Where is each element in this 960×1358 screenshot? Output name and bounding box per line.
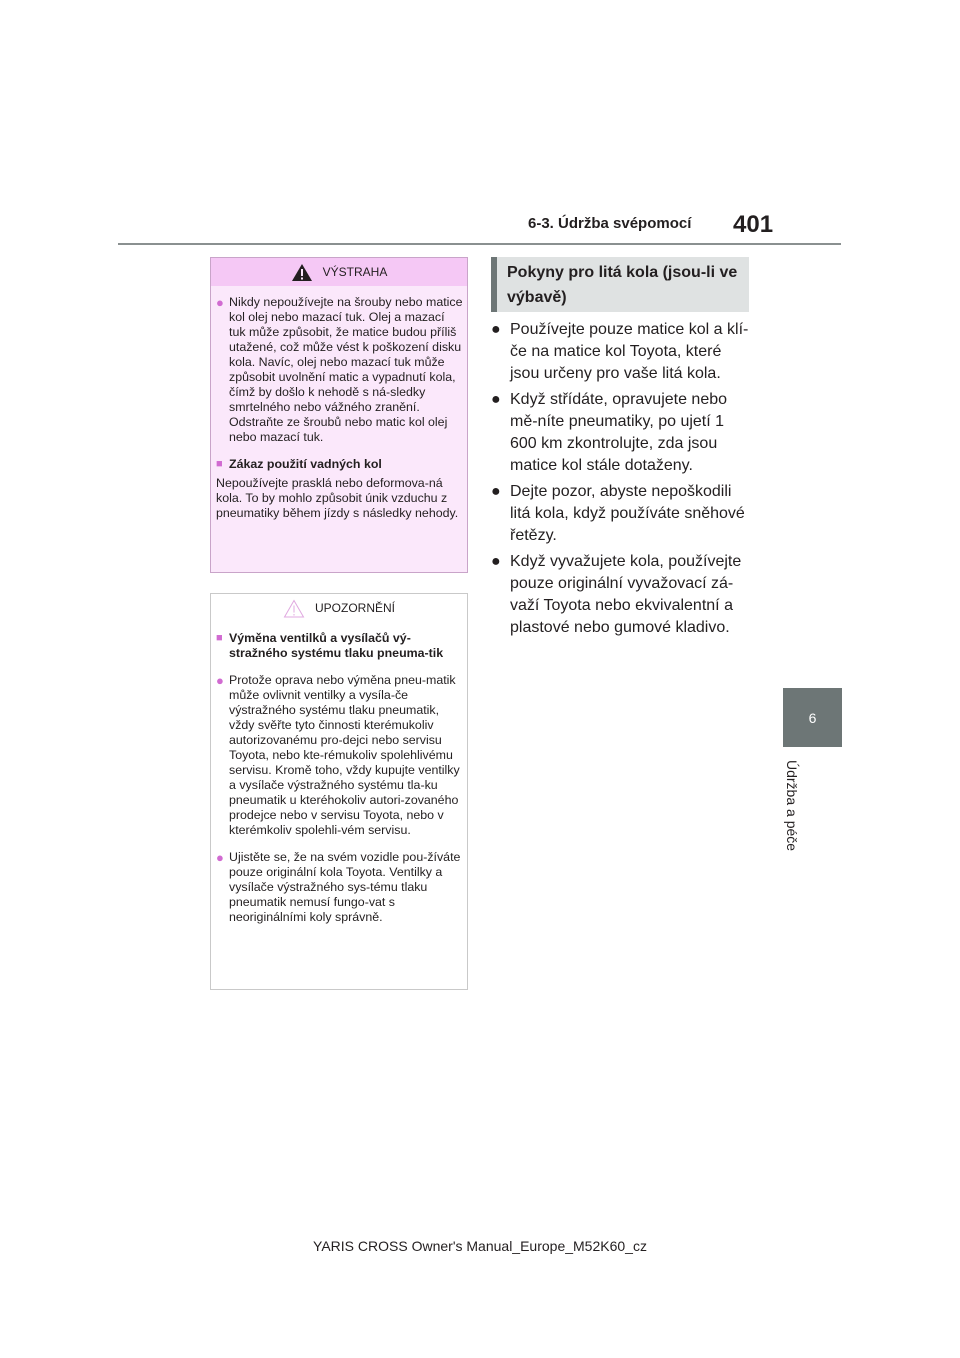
- square-bullet-icon: ■: [216, 458, 223, 470]
- warning-subheading: [216, 457, 463, 472]
- page-number: 401: [733, 211, 774, 238]
- caution-triangle-icon: [283, 599, 305, 618]
- warning-header: [211, 258, 467, 286]
- square-bullet-icon: ■: [216, 632, 223, 644]
- warning-box: [210, 257, 468, 573]
- caution-header: [211, 594, 467, 622]
- alloy-wheels-list: [491, 319, 751, 643]
- caution-subheading: [216, 631, 463, 661]
- bullet-dot-icon: ●: [491, 391, 501, 408]
- chapter-tab: [783, 688, 842, 747]
- list-item: [491, 481, 751, 547]
- list-item-text: Používejte pouze matice kol a klí-če na matice kol Toyota, které jsou určeny pro vaše litá kola.: [510, 321, 749, 382]
- alloy-wheels-heading: Pokyny pro litá kola (jsou-li ve výbavě): [491, 257, 749, 312]
- page-footer: YARIS CROSS Owner's Manual_Europe_M52K60_cz: [313, 1238, 647, 1254]
- chapter-number: 6: [808, 709, 817, 726]
- caution-bullet-text: Protože oprava nebo výměna pneu-matik může ovlivnit ventilky a vysíla-če výstražného systému tlaku pneumatik, vždy svěřte tyto činnosti kterémukoliv autorizovanému pro-dejci nebo servisu Toyota, nebo kte-rémukoliv spolehlivému servisu. Kromě toho, vždy kupujte ventilky a vysílače výstražného systému tla-ku pneumatik u kteréhokoliv autori-zovaného prodejce nebo v servisu Toyota, nebo v kterémkoliv spolehli-vém servisu.: [229, 673, 460, 837]
- bullet-dot-icon: ●: [491, 483, 501, 500]
- list-item: [491, 551, 751, 639]
- bullet-dot-icon: ●: [491, 321, 501, 338]
- bullet-dot-icon: ●: [216, 673, 224, 688]
- bullet-dot-icon: ●: [491, 553, 501, 570]
- caution-heading-text: Výměna ventilků a vysílačů vý-stražného systému tlaku pneuma-tik: [229, 631, 444, 660]
- warning-triangle-icon: [291, 263, 313, 282]
- chapter-label: Údržba a péče: [784, 760, 800, 852]
- caution-bullet: [216, 673, 463, 838]
- list-item-text: Dejte pozor, abyste nepoškodili litá kola, když používáte sněhové řetězy.: [510, 483, 745, 544]
- warning-bullet-text: Nikdy nepoužívejte na šrouby nebo matice kol olej nebo mazací tuk. Olej a mazací tuk může způsobit, že matice budou příliš utažené, což může vést k poškození disku kola. Navíc, olej nebo mazací tuk může způsobit uvolnění matic a vypadnutí kola, čímž by došlo k nehodě s ná-sledky smrtelného nebo vážného zranění. Odstraňte ze šroubů nebo matic kol olej nebo mazací tuk.: [229, 295, 463, 444]
- header-rule: [118, 243, 841, 245]
- warning-heading-text: Zákaz použití vadných kol: [229, 457, 382, 471]
- section-title: 6-3. Údržba svépomocí: [528, 215, 692, 232]
- list-item: [491, 389, 751, 477]
- caution-bullet-text: Ujistěte se, že na svém vozidle pou-žíváte pouze originální kola Toyota. Ventilky a vysílače výstražného sys-tému tlaku pneumatik nemusí fungo-vat s neoriginálními koly správně.: [229, 850, 461, 924]
- caution-title: UPOZORNĚNÍ: [314, 601, 395, 615]
- warning-bullet: [216, 295, 463, 445]
- list-item-text: Když střídáte, opravujete nebo mě-níte pneumatiky, po ujetí 1 600 km zkontrolujte, zda jsou matice kol stále dotaženy.: [510, 391, 728, 474]
- caution-bullet: [216, 850, 463, 925]
- warning-paragraph: Nepoužívejte prasklá nebo deformova-ná kola. To by mohlo způsobit únik vzduchu z pneumatiky během jízdy s následky nehody.: [216, 476, 459, 520]
- warning-title: VÝSTRAHA: [322, 265, 388, 279]
- bullet-dot-icon: ●: [216, 850, 224, 865]
- list-item: [491, 319, 751, 385]
- caution-box: [210, 593, 468, 990]
- bullet-dot-icon: ●: [216, 295, 224, 310]
- list-item-text: Když vyvažujete kola, používejte pouze originální vyvažovací zá-važí Toyota nebo ekvivalentní a plastové nebo gumové kladivo.: [510, 553, 742, 636]
